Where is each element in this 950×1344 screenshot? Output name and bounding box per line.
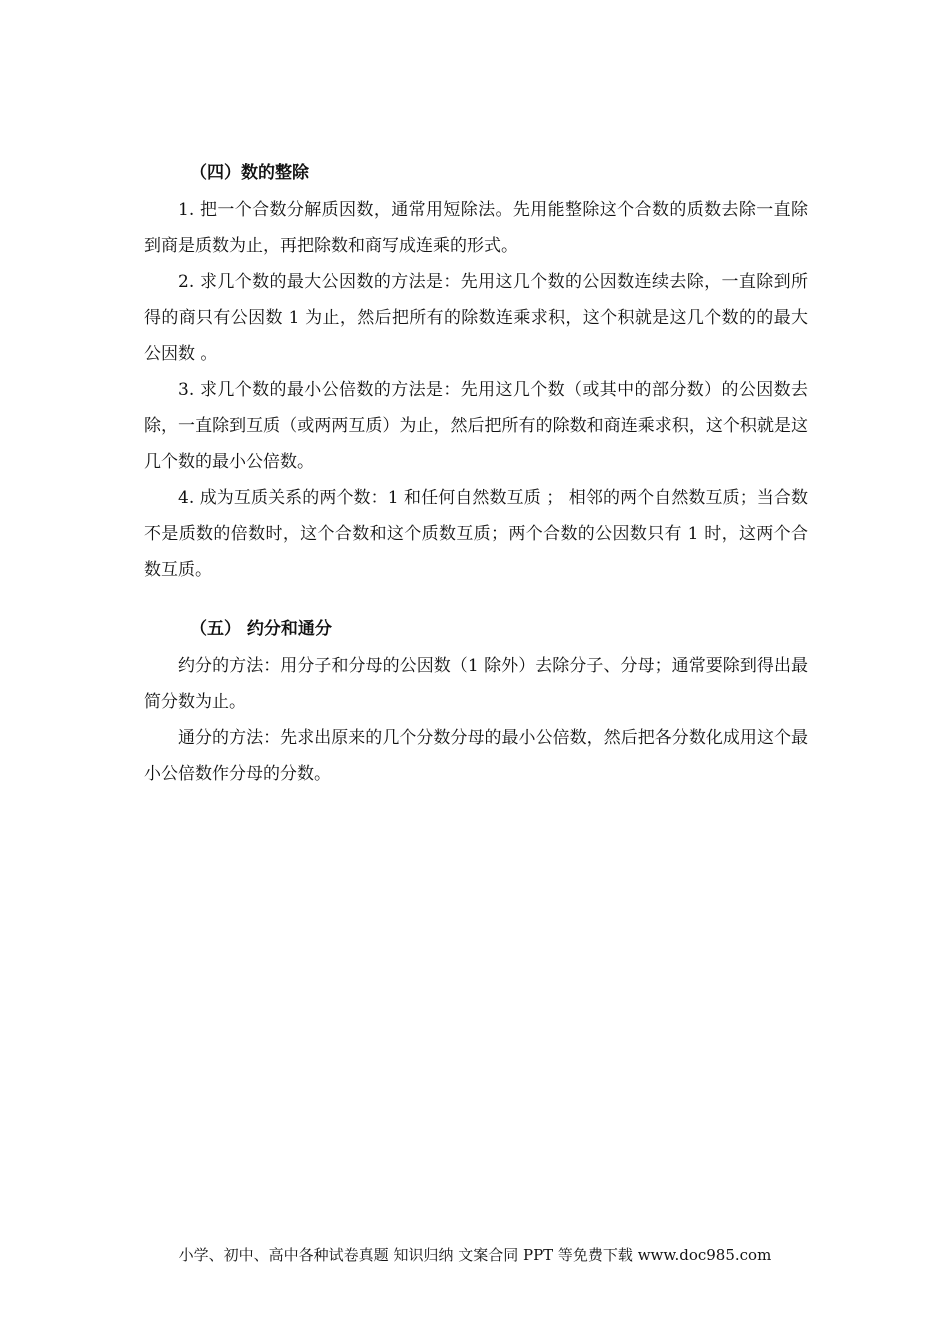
section-heading: （四）数的整除 — [190, 163, 309, 183]
document-page — [144, 158, 808, 792]
paragraph: 3. 求几个数的最小公倍数的方法是：先用这几个数（或其中的部分数）的公因数去除，一直除到互质（或两两互质）为止，然后把所有的除数和商连乘求积，这个积就是这几个数的最小公倍数。 — [144, 380, 808, 472]
paragraph: 约分的方法：用分子和分母的公因数（1 除外）去除分子、分母；通常要除到得出最简分数为止。 — [144, 656, 808, 712]
paragraph: 2. 求几个数的最大公因数的方法是：先用这几个数的公因数连续去除，一直除到所得的商只有公因数 1 为止，然后把所有的除数连乘求积，这个积就是这几个数的的最大公因数 。 — [144, 272, 808, 364]
section-4 — [144, 158, 808, 588]
paragraph: 4. 成为互质关系的两个数：1 和任何自然数互质 ； 相邻的两个自然数互质；当合数不是质数的倍数时，这个合数和这个质数互质；两个合数的公因数只有 1 时，这两个合数互质。 — [144, 488, 808, 580]
paragraph: 通分的方法：先求出原来的几个分数分母的最小公倍数，然后把各分数化成用这个最小公倍数作分母的分数。 — [144, 728, 808, 784]
section-5 — [144, 614, 808, 792]
paragraph: 1. 把一个合数分解质因数，通常用短除法。先用能整除这个合数的质数去除一直除到商是质数为止，再把除数和商写成连乘的形式。 — [144, 200, 808, 256]
section-gap — [144, 588, 808, 614]
section-heading: （五） 约分和通分 — [190, 619, 332, 639]
page-footer: 小学、初中、高中各种试卷真题 知识归纳 文案合同 PPT 等免费下载 www.doc985.com — [178, 1246, 772, 1264]
